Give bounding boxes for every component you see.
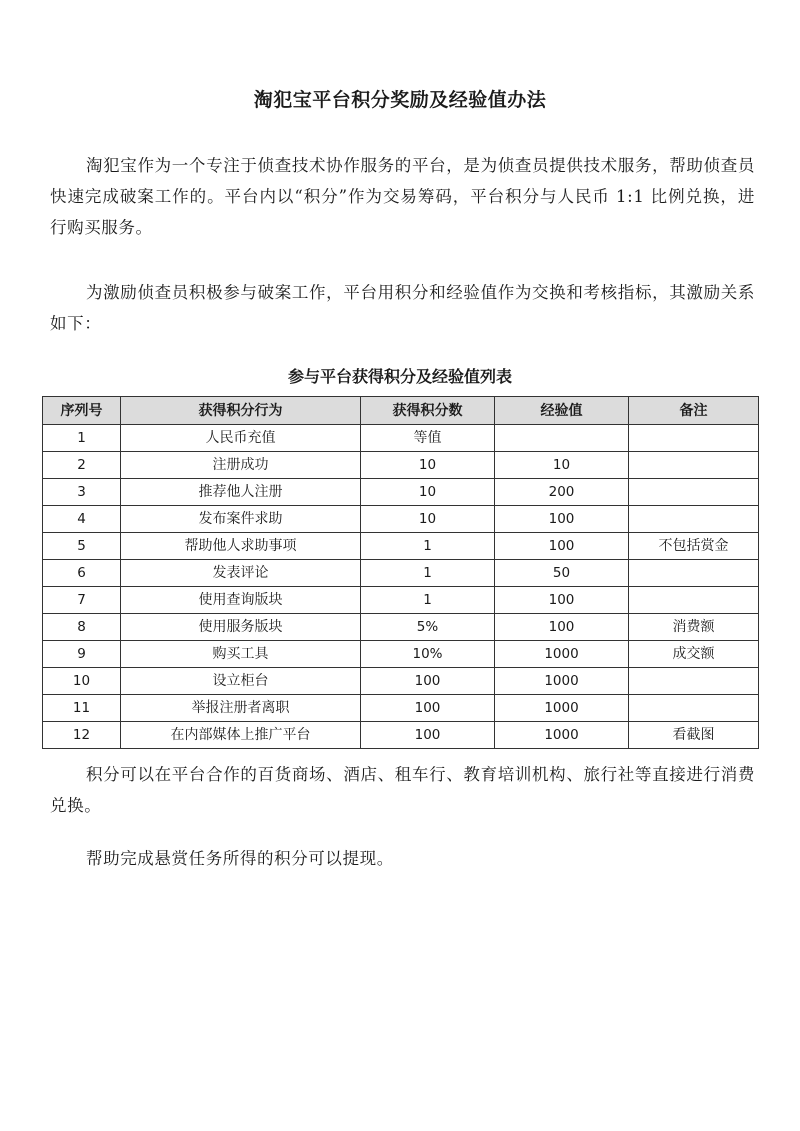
cell-serial: 11 bbox=[43, 695, 121, 722]
cell-action: 设立柜台 bbox=[121, 668, 361, 695]
cell-experience: 1000 bbox=[495, 695, 629, 722]
cell-experience: 100 bbox=[495, 587, 629, 614]
cell-remark bbox=[629, 668, 759, 695]
header-serial: 序列号 bbox=[43, 397, 121, 425]
header-action: 获得积分行为 bbox=[121, 397, 361, 425]
incentive-paragraph: 为激励侦查员积极参与破案工作，平台用积分和经验值作为交换和考核指标，其激励关系如下： bbox=[50, 283, 755, 333]
cell-experience: 1000 bbox=[495, 641, 629, 668]
cell-points: 10% bbox=[361, 641, 495, 668]
table-row bbox=[43, 533, 759, 560]
table-header-row bbox=[43, 397, 759, 425]
cell-action: 注册成功 bbox=[121, 452, 361, 479]
cell-experience bbox=[495, 425, 629, 452]
cell-serial: 4 bbox=[43, 506, 121, 533]
cell-serial: 5 bbox=[43, 533, 121, 560]
cell-serial: 2 bbox=[43, 452, 121, 479]
cell-action: 举报注册者离职 bbox=[121, 695, 361, 722]
document-title: 淘犯宝平台积分奖励及经验值办法 bbox=[253, 89, 547, 111]
header-points: 获得积分数 bbox=[361, 397, 495, 425]
withdrawal-paragraph: 帮助完成悬赏任务所得的积分可以提现。 bbox=[86, 849, 394, 868]
cell-remark bbox=[629, 587, 759, 614]
cell-serial: 3 bbox=[43, 479, 121, 506]
cell-remark bbox=[629, 506, 759, 533]
cell-experience: 100 bbox=[495, 533, 629, 560]
redemption-paragraph: 积分可以在平台合作的百货商场、酒店、租车行、教育培训机构、旅行社等直接进行消费兑换。 bbox=[50, 765, 755, 815]
table-row bbox=[43, 614, 759, 641]
cell-remark bbox=[629, 452, 759, 479]
table-row bbox=[43, 695, 759, 722]
cell-action: 人民币充值 bbox=[121, 425, 361, 452]
table-row bbox=[43, 587, 759, 614]
cell-experience: 100 bbox=[495, 614, 629, 641]
cell-action: 购买工具 bbox=[121, 641, 361, 668]
table-title: 参与平台获得积分及经验值列表 bbox=[287, 367, 512, 386]
cell-action: 发布案件求助 bbox=[121, 506, 361, 533]
table-row bbox=[43, 641, 759, 668]
cell-remark: 消费额 bbox=[629, 614, 759, 641]
header-remark: 备注 bbox=[629, 397, 759, 425]
table-row bbox=[43, 425, 759, 452]
cell-serial: 6 bbox=[43, 560, 121, 587]
table-row bbox=[43, 506, 759, 533]
cell-action: 在内部媒体上推广平台 bbox=[121, 722, 361, 749]
table-row bbox=[43, 479, 759, 506]
cell-points: 1 bbox=[361, 533, 495, 560]
cell-experience: 200 bbox=[495, 479, 629, 506]
cell-remark bbox=[629, 560, 759, 587]
cell-points: 1 bbox=[361, 587, 495, 614]
cell-experience: 50 bbox=[495, 560, 629, 587]
cell-action: 推荐他人注册 bbox=[121, 479, 361, 506]
cell-serial: 1 bbox=[43, 425, 121, 452]
cell-remark bbox=[629, 695, 759, 722]
cell-remark bbox=[629, 479, 759, 506]
cell-serial: 7 bbox=[43, 587, 121, 614]
table-row bbox=[43, 722, 759, 749]
cell-points: 100 bbox=[361, 668, 495, 695]
cell-action: 使用服务版块 bbox=[121, 614, 361, 641]
table-row bbox=[43, 452, 759, 479]
cell-action: 发表评论 bbox=[121, 560, 361, 587]
cell-points: 5% bbox=[361, 614, 495, 641]
cell-experience: 100 bbox=[495, 506, 629, 533]
cell-serial: 12 bbox=[43, 722, 121, 749]
table-row bbox=[43, 560, 759, 587]
cell-points: 10 bbox=[361, 506, 495, 533]
cell-points: 10 bbox=[361, 479, 495, 506]
cell-serial: 8 bbox=[43, 614, 121, 641]
cell-serial: 10 bbox=[43, 668, 121, 695]
points-table bbox=[42, 396, 759, 749]
cell-remark: 不包括赏金 bbox=[629, 533, 759, 560]
cell-points: 等值 bbox=[361, 425, 495, 452]
header-experience: 经验值 bbox=[495, 397, 629, 425]
cell-points: 100 bbox=[361, 722, 495, 749]
cell-experience: 1000 bbox=[495, 668, 629, 695]
intro-paragraph: 淘犯宝作为一个专注于侦查技术协作服务的平台，是为侦查员提供技术服务，帮助侦查员快速完成破案工作的。平台内以“积分”作为交易筹码，平台积分与人民币 1:1 比例兑换，进行购买服务。 bbox=[50, 156, 755, 237]
cell-action: 使用查询版块 bbox=[121, 587, 361, 614]
cell-action: 帮助他人求助事项 bbox=[121, 533, 361, 560]
cell-experience: 10 bbox=[495, 452, 629, 479]
cell-points: 100 bbox=[361, 695, 495, 722]
cell-remark: 成交额 bbox=[629, 641, 759, 668]
cell-experience: 1000 bbox=[495, 722, 629, 749]
cell-remark bbox=[629, 425, 759, 452]
cell-remark: 看截图 bbox=[629, 722, 759, 749]
cell-serial: 9 bbox=[43, 641, 121, 668]
table-row bbox=[43, 668, 759, 695]
cell-points: 1 bbox=[361, 560, 495, 587]
cell-points: 10 bbox=[361, 452, 495, 479]
